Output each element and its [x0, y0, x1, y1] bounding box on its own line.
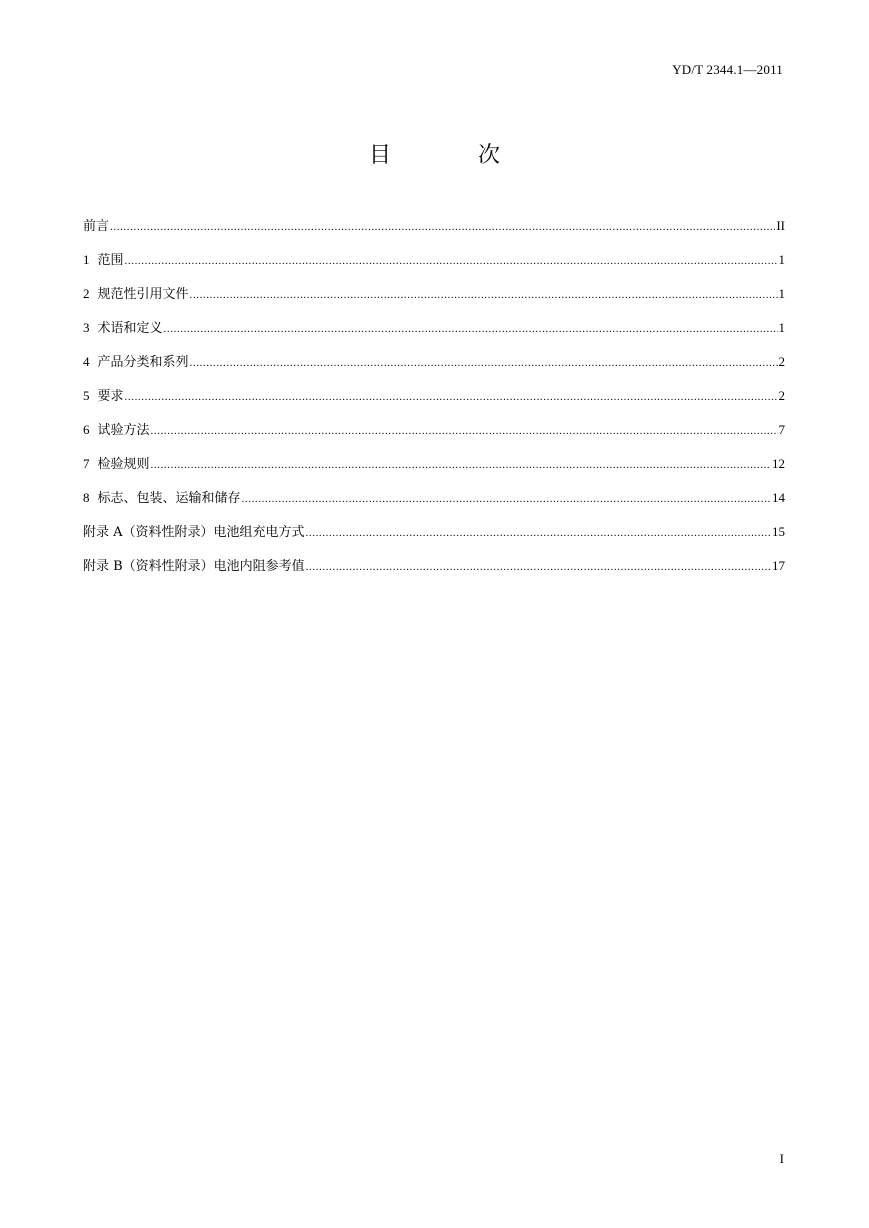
toc-dot-leader [306, 523, 771, 543]
toc-entry-number: 3 [83, 320, 90, 335]
toc-entry-number: 7 [83, 456, 90, 471]
toc-entry-label [83, 488, 241, 509]
toc-dot-leader [242, 489, 771, 509]
toc-entry-title: 术语和定义 [97, 321, 163, 336]
toc-entry-inspection-rules[interactable] [83, 454, 785, 488]
document-code: YD/T 2344.1—2011 [672, 62, 783, 77]
page-number: I [779, 1151, 784, 1166]
toc-entry-page: 2 [778, 388, 785, 403]
toc-entry-title: 试验方法 [97, 423, 150, 438]
toc-entry-title: 标志、包装、运输和储存 [97, 491, 241, 506]
toc-entry-number: 5 [83, 388, 90, 403]
toc-entry-marking-packaging[interactable] [83, 488, 785, 522]
toc-dot-leader [151, 421, 778, 441]
toc-entry-label [83, 284, 189, 305]
toc-entry-annex-b[interactable] [83, 556, 785, 590]
toc-entry-page: 2 [778, 354, 785, 369]
toc-entry-number: 8 [83, 490, 90, 505]
toc-entry-foreword[interactable] [83, 216, 785, 250]
toc-entry-number: 6 [83, 422, 90, 437]
toc-entry-scope[interactable] [83, 250, 785, 284]
toc-entry-title: 附录 A（资料性附录）电池组充电方式 [83, 525, 305, 540]
toc-entry-label [83, 420, 150, 441]
toc-entry-requirements[interactable] [83, 386, 785, 420]
toc-entry-page: 15 [772, 524, 785, 539]
toc-entry-title: 规范性引用文件 [97, 287, 189, 302]
toc-entry-title: 附录 B（资料性附录）电池内阻参考值 [83, 559, 305, 574]
toc-entry-label [83, 217, 109, 237]
toc-entry-terms-definitions[interactable] [83, 318, 785, 352]
toc-entry-label [83, 557, 305, 577]
toc-dot-leader [151, 455, 771, 475]
toc-entry-number: 4 [83, 354, 90, 369]
toc-dot-leader [164, 319, 778, 339]
toc-entry-number: 2 [83, 286, 90, 301]
toc-dot-leader [110, 217, 775, 237]
toc-entry-title: 检验规则 [97, 457, 150, 472]
toc-dot-leader [125, 387, 778, 407]
toc-entry-label [83, 352, 189, 373]
toc-entry-annex-a[interactable] [83, 522, 785, 556]
toc-entry-label [83, 318, 163, 339]
toc-entry-page: 1 [778, 320, 785, 335]
toc-entry-title: 产品分类和系列 [97, 355, 189, 370]
toc-entry-label [83, 250, 124, 271]
toc-dot-leader [306, 557, 771, 577]
toc-entry-label [83, 386, 124, 407]
toc-entry-label [83, 523, 305, 543]
toc-dot-leader [190, 285, 778, 305]
toc-entry-page: 7 [778, 422, 785, 437]
toc-entry-label [83, 454, 150, 475]
toc-entry-title: 要求 [97, 389, 124, 404]
toc-entry-page: 12 [772, 456, 785, 471]
toc-entry-test-methods[interactable] [83, 420, 785, 454]
toc-entry-page: 1 [778, 252, 785, 267]
toc-title: 目 次 [369, 143, 540, 168]
toc-entry-page: 17 [772, 558, 785, 573]
toc-entry-classification[interactable] [83, 352, 785, 386]
toc-entry-page: II [776, 218, 785, 233]
table-of-contents [83, 216, 785, 590]
toc-entry-title: 范围 [97, 253, 124, 268]
toc-entry-title: 前言 [83, 219, 110, 234]
toc-entry-page: 14 [772, 490, 785, 505]
toc-entry-page: 1 [778, 286, 785, 301]
toc-entry-number: 1 [83, 252, 90, 267]
toc-dot-leader [190, 353, 778, 373]
toc-entry-normative-references[interactable] [83, 284, 785, 318]
toc-dot-leader [125, 251, 778, 271]
